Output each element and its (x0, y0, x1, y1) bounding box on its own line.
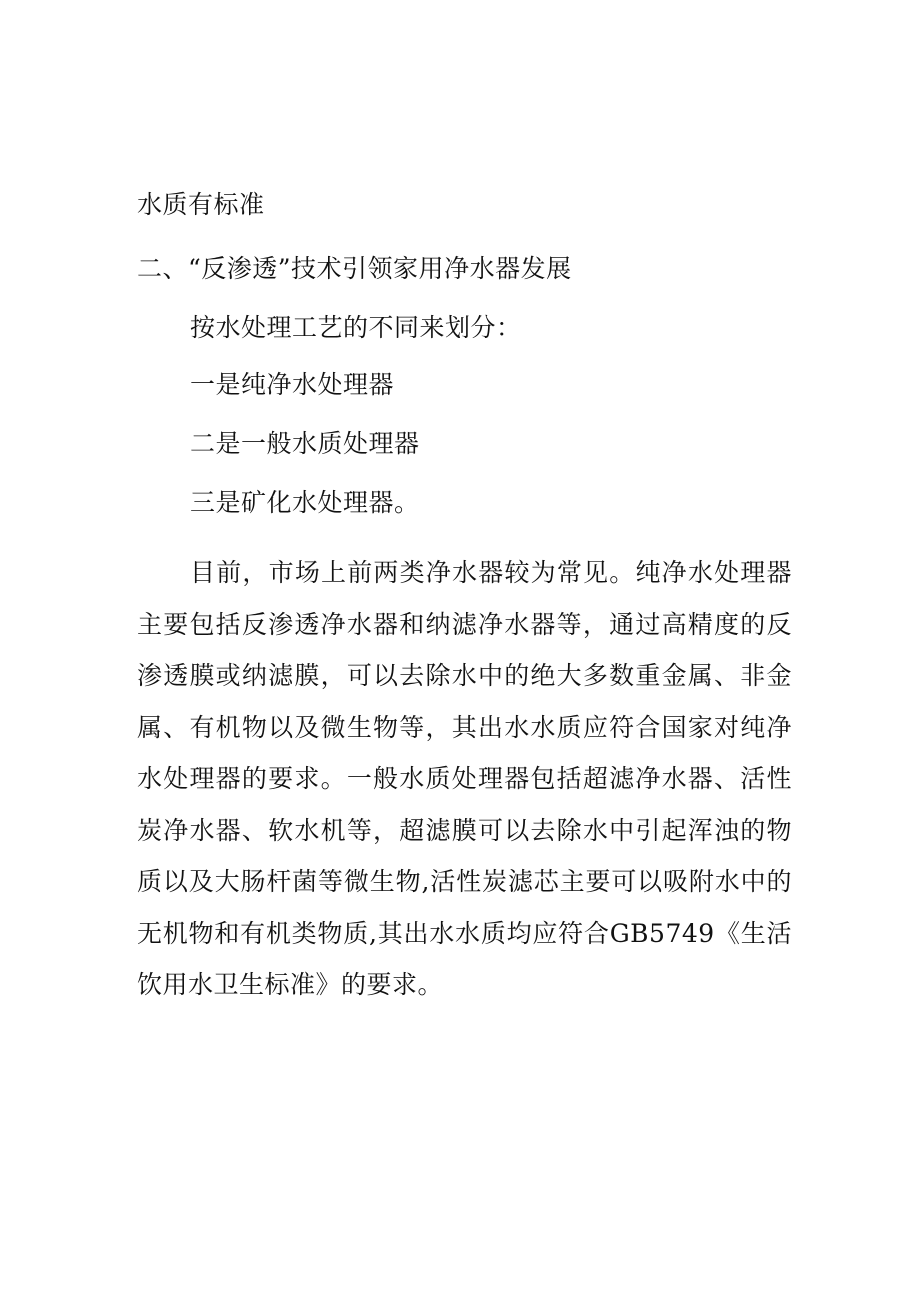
list-item: 一是纯净水处理器 (190, 370, 395, 399)
fragment-line: 水质有标准 (137, 190, 265, 219)
list-item: 三是矿化水处理器。 (190, 488, 420, 517)
section-heading: 二、“反渗透”技术引领家用净水器发展 (137, 254, 572, 283)
intro-line: 按水处理工艺的不同来划分： (190, 313, 522, 342)
body-paragraph: 目前，市场上前两类净水器较为常见。纯净水处理器主要包括反渗透净水器和纳滤净水器等，通过高精度的反渗透膜或纳滤膜，可以去除水中的绝大多数重金属、非金属、有机物以及微生物等，其出水水质应符合国家对纯净水处理器的要求。一般水质处理器包括超滤净水器、活性炭净水器、软水机等，超滤膜可以去除水中引起浑浊的物质以及大肠杆菌等微生物,活性炭滤芯主要可以吸附水中的无机物和有机类物质,其出水水质均应符合GB5749《生活饮用水卫生标准》的要求。 (137, 558, 792, 999)
list-item: 二是一般水质处理器 (190, 429, 420, 458)
